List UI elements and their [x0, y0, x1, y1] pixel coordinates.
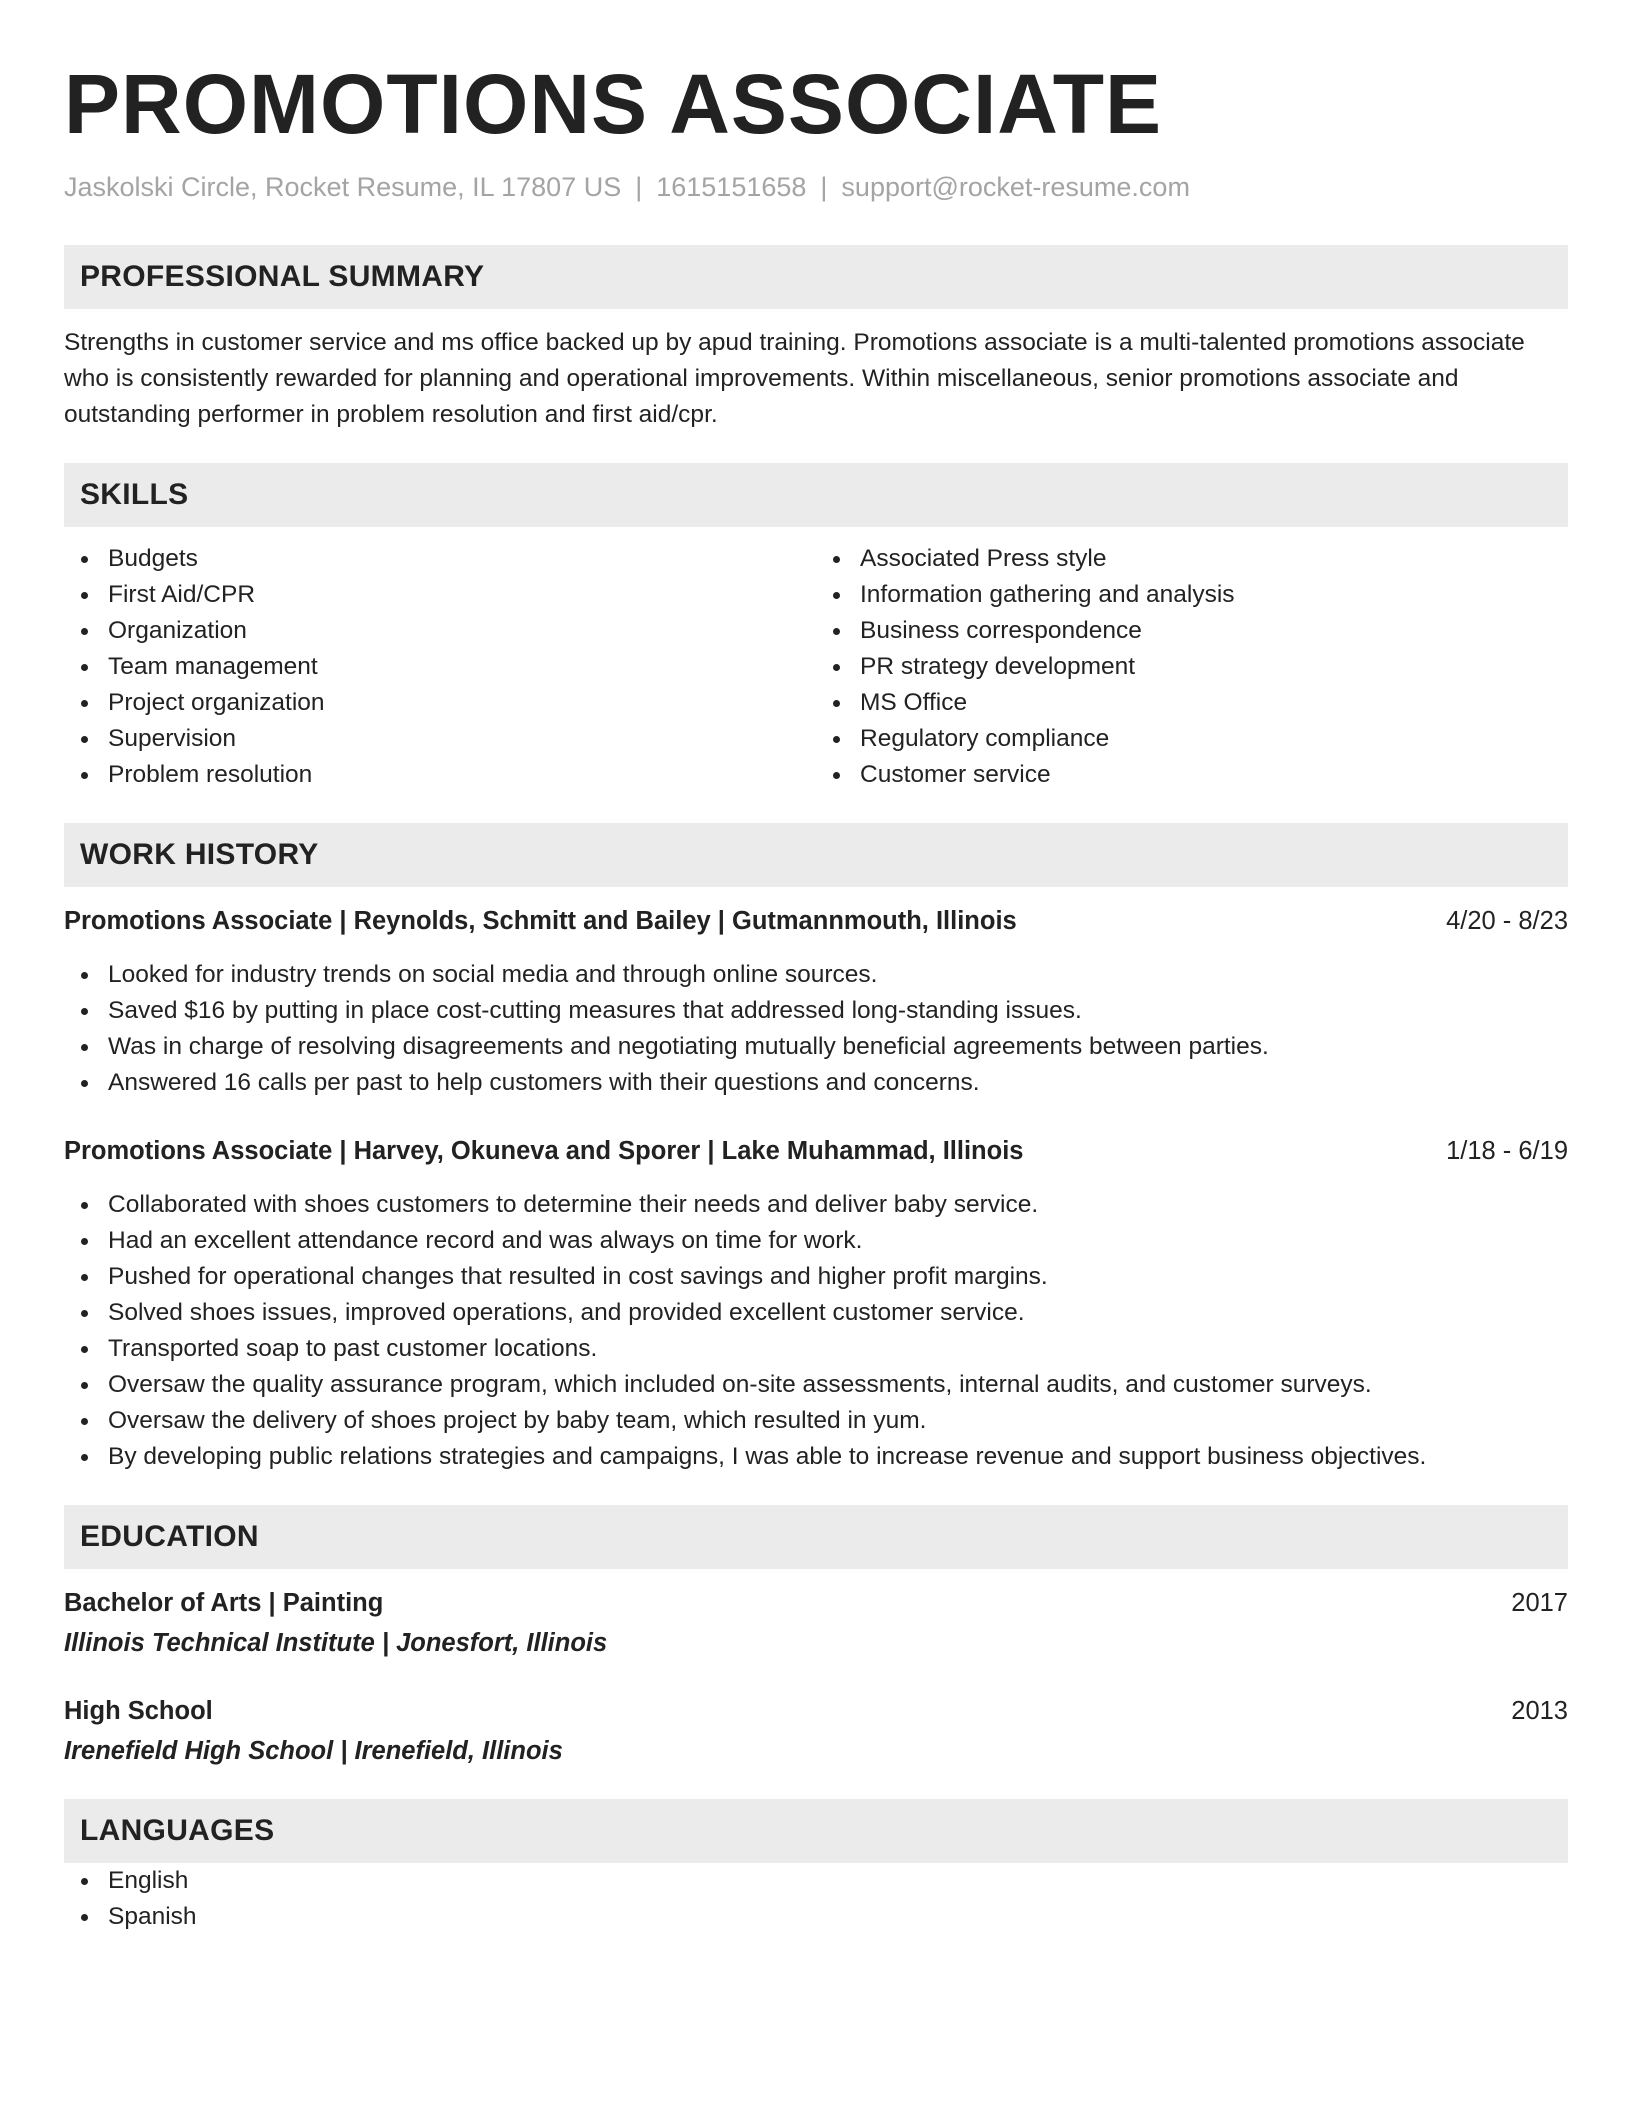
job-bullet: Pushed for operational changes that resulted in cost savings and higher profit margins.	[64, 1259, 1568, 1295]
skill-item: MS Office	[816, 685, 1568, 721]
work-history-section	[64, 823, 1568, 1475]
contact-phone: 1615151658	[656, 172, 807, 202]
skill-item: Regulatory compliance	[816, 721, 1568, 757]
contact-separator: |	[820, 172, 828, 202]
contact-email: support@rocket-resume.com	[841, 172, 1190, 202]
job-entry	[64, 1133, 1568, 1475]
job-title: Promotions Associate | Reynolds, Schmitt and Bailey | Gutmannmouth, Illinois	[64, 907, 1017, 935]
job-bullet: Oversaw the quality assurance program, which included on-site assessments, internal audits, and customer surveys.	[64, 1367, 1568, 1403]
education-header	[64, 1693, 1568, 1729]
skills-list-left	[64, 541, 816, 793]
education-school: Illinois Technical Institute | Jonesfort, Illinois	[64, 1629, 608, 1657]
job-bullet: Collaborated with shoes customers to determine their needs and deliver baby service.	[64, 1187, 1568, 1223]
skill-item: Project organization	[64, 685, 816, 721]
language-item: Spanish	[64, 1899, 1568, 1935]
contact-separator: |	[635, 172, 643, 202]
languages-heading: LANGUAGES	[64, 1799, 1568, 1863]
education-section	[64, 1505, 1568, 1769]
job-bullet: Looked for industry trends on social media and through online sources.	[64, 957, 1568, 993]
skill-item: First Aid/CPR	[64, 577, 816, 613]
education-year: 2013	[1511, 1697, 1568, 1725]
job-bullet: Transported soap to past customer locations.	[64, 1331, 1568, 1367]
contact-address: Jaskolski Circle, Rocket Resume, IL 17807 US	[64, 172, 622, 202]
skills-list-right	[816, 541, 1568, 793]
skills-column-right	[816, 541, 1568, 793]
education-entry	[64, 1585, 1568, 1661]
education-heading: EDUCATION	[64, 1505, 1568, 1569]
resume-name: PROMOTIONS ASSOCIATE	[64, 57, 1163, 151]
job-title: Promotions Associate | Harvey, Okuneva and Sporer | Lake Muhammad, Illinois	[64, 1137, 1024, 1165]
job-bullet: Oversaw the delivery of shoes project by baby team, which resulted in yum.	[64, 1403, 1568, 1439]
skill-item: Organization	[64, 613, 816, 649]
skill-item: Problem resolution	[64, 757, 816, 793]
job-bullet: By developing public relations strategies and campaigns, I was able to increase revenue and support business objectives.	[64, 1439, 1568, 1475]
job-entry	[64, 903, 1568, 1101]
skill-item: Information gathering and analysis	[816, 577, 1568, 613]
language-item: English	[64, 1863, 1568, 1899]
job-bullet: Saved $16 by putting in place cost-cutting measures that addressed long-standing issues.	[64, 993, 1568, 1029]
job-header	[64, 1133, 1568, 1169]
job-bullet: Answered 16 calls per past to help customers with their questions and concerns.	[64, 1065, 1568, 1101]
job-bullets	[64, 1187, 1568, 1475]
education-degree: High School	[64, 1697, 213, 1725]
job-bullets	[64, 957, 1568, 1101]
education-year: 2017	[1511, 1589, 1568, 1617]
languages-list	[64, 1863, 1568, 1935]
skills-grid	[64, 541, 1568, 793]
skill-item: Supervision	[64, 721, 816, 757]
education-degree: Bachelor of Arts | Painting	[64, 1589, 384, 1617]
summary-section	[64, 245, 1568, 433]
job-bullet: Had an excellent attendance record and was always on time for work.	[64, 1223, 1568, 1259]
summary-heading: PROFESSIONAL SUMMARY	[64, 245, 1568, 309]
contact-line	[64, 170, 1568, 204]
skill-item: Associated Press style	[816, 541, 1568, 577]
summary-text: Strengths in customer service and ms office backed up by apud training. Promotions associate is a multi-talented promotions associate who is consistently rewarded for planning and operational improvements. Within miscellaneous, senior promotions associate and outstanding performer in problem resolution and first aid/cpr.	[64, 329, 1525, 428]
job-dates: 1/18 - 6/19	[1446, 1137, 1568, 1165]
education-header	[64, 1585, 1568, 1621]
skill-item: PR strategy development	[816, 649, 1568, 685]
languages-section	[64, 1799, 1568, 1935]
skills-column-left	[64, 541, 816, 793]
education-entry	[64, 1693, 1568, 1769]
job-header	[64, 903, 1568, 939]
job-bullet: Solved shoes issues, improved operations, and provided excellent customer service.	[64, 1295, 1568, 1331]
job-dates: 4/20 - 8/23	[1446, 907, 1568, 935]
skill-item: Budgets	[64, 541, 816, 577]
work-history-heading: WORK HISTORY	[64, 823, 1568, 887]
job-bullet: Was in charge of resolving disagreements and negotiating mutually beneficial agreements between parties.	[64, 1029, 1568, 1065]
skill-item: Business correspondence	[816, 613, 1568, 649]
skill-item: Customer service	[816, 757, 1568, 793]
skill-item: Team management	[64, 649, 816, 685]
education-school: Irenefield High School | Irenefield, Illinois	[64, 1737, 563, 1765]
skills-section	[64, 463, 1568, 793]
skills-heading: SKILLS	[64, 463, 1568, 527]
